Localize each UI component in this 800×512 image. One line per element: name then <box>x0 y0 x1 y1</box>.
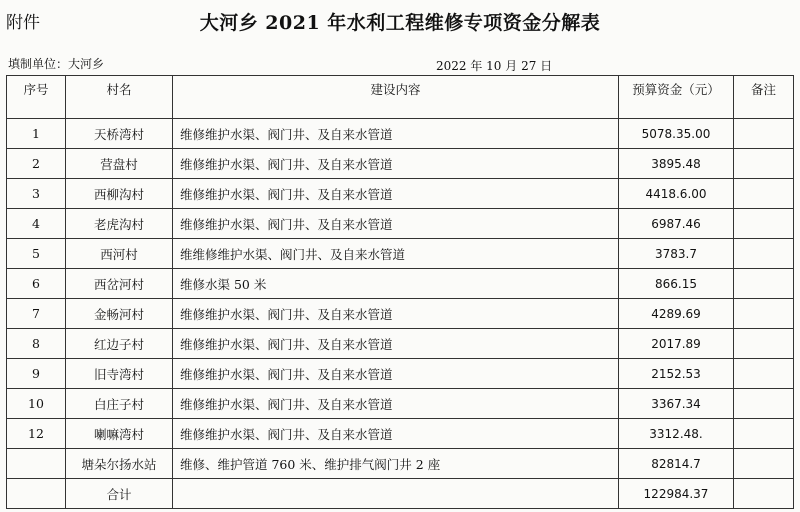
table-header-row <box>7 76 794 119</box>
cell-content: 维修维护水渠、阀门井、及自来水管道 <box>173 119 619 149</box>
col-header-no: 序号 <box>7 76 66 119</box>
cell-no: 9 <box>7 359 66 389</box>
cell-amount: 3895.48 <box>619 149 734 179</box>
cell-content: 维修维护水渠、阀门井、及自来水管道 <box>173 209 619 239</box>
cell-village: 喇嘛湾村 <box>66 419 173 449</box>
cell-village: 天桥湾村 <box>66 119 173 149</box>
cell-content: 维修维护水渠、阀门井、及自来水管道 <box>173 419 619 449</box>
table-row <box>7 119 794 149</box>
table-row <box>7 239 794 269</box>
table-row <box>7 269 794 299</box>
cell-content <box>173 479 619 509</box>
cell-amount: 82814.7 <box>619 449 734 479</box>
cell-no: 12 <box>7 419 66 449</box>
cell-amount: 2152.53 <box>619 359 734 389</box>
cell-amount: 4289.69 <box>619 299 734 329</box>
cell-amount: 3312.48. <box>619 419 734 449</box>
table-row <box>7 419 794 449</box>
table-row <box>7 359 794 389</box>
document-date: 2022 年 10 月 27 日 <box>436 59 553 73</box>
cell-village: 西河村 <box>66 239 173 269</box>
table-row <box>7 299 794 329</box>
cell-no <box>7 449 66 479</box>
table-row <box>7 179 794 209</box>
cell-remark <box>734 359 794 389</box>
table-row <box>7 449 794 479</box>
cell-no: 5 <box>7 239 66 269</box>
cell-no: 1 <box>7 119 66 149</box>
cell-no: 2 <box>7 149 66 179</box>
cell-remark <box>734 119 794 149</box>
cell-remark <box>734 449 794 479</box>
cell-amount: 866.15 <box>619 269 734 299</box>
cell-no <box>7 479 66 509</box>
cell-no: 10 <box>7 389 66 419</box>
cell-village: 金畅河村 <box>66 299 173 329</box>
cell-no: 7 <box>7 299 66 329</box>
attachment-label: 附件 <box>6 13 40 33</box>
col-header-village: 村名 <box>66 76 173 119</box>
cell-no: 4 <box>7 209 66 239</box>
cell-remark <box>734 479 794 509</box>
table-row <box>7 389 794 419</box>
cell-amount: 2017.89 <box>619 329 734 359</box>
cell-remark <box>734 329 794 359</box>
cell-village: 塘朵尔扬水站 <box>66 449 173 479</box>
cell-content: 维维修维护水渠、阀门井、及自来水管道 <box>173 239 619 269</box>
cell-village: 老虎沟村 <box>66 209 173 239</box>
cell-village: 旧寺湾村 <box>66 359 173 389</box>
cell-remark <box>734 239 794 269</box>
cell-amount: 6987.46 <box>619 209 734 239</box>
cell-remark <box>734 299 794 329</box>
col-header-content: 建设内容 <box>173 76 619 119</box>
cell-amount: 5078.35.00 <box>619 119 734 149</box>
allocation-table <box>6 75 794 509</box>
cell-amount: 3367.34 <box>619 389 734 419</box>
cell-remark <box>734 209 794 239</box>
cell-amount: 3783.7 <box>619 239 734 269</box>
cell-content: 维修、维护管道 760 米、维护排气阀门井 2 座 <box>173 449 619 479</box>
cell-content: 维修维护水渠、阀门井、及自来水管道 <box>173 329 619 359</box>
cell-village: 营盘村 <box>66 149 173 179</box>
col-header-remark: 备注 <box>734 76 794 119</box>
cell-total-amount: 122984.37 <box>619 479 734 509</box>
cell-amount: 4418.6.00 <box>619 179 734 209</box>
cell-content: 维修维护水渠、阀门井、及自来水管道 <box>173 179 619 209</box>
table-row <box>7 149 794 179</box>
cell-remark <box>734 419 794 449</box>
filling-unit: 填制单位：大河乡 <box>8 57 105 71</box>
col-header-amount: 预算资金（元） <box>619 76 734 119</box>
cell-content: 维修维护水渠、阀门井、及自来水管道 <box>173 149 619 179</box>
cell-village: 白庄子村 <box>66 389 173 419</box>
table-row <box>7 209 794 239</box>
cell-remark <box>734 149 794 179</box>
cell-village: 西岔河村 <box>66 269 173 299</box>
document-title: 大河乡 2021 年水利工程维修专项资金分解表 <box>199 12 601 34</box>
cell-total-label: 合计 <box>66 479 173 509</box>
table-total-row <box>7 479 794 509</box>
cell-remark <box>734 179 794 209</box>
cell-village: 红边子村 <box>66 329 173 359</box>
cell-content: 维修维护水渠、阀门井、及自来水管道 <box>173 389 619 419</box>
cell-village: 西柳沟村 <box>66 179 173 209</box>
table-row <box>7 329 794 359</box>
cell-content: 维修水渠 50 米 <box>173 269 619 299</box>
cell-no: 6 <box>7 269 66 299</box>
cell-content: 维修维护水渠、阀门井、及自来水管道 <box>173 299 619 329</box>
cell-remark <box>734 389 794 419</box>
cell-remark <box>734 269 794 299</box>
cell-no: 3 <box>7 179 66 209</box>
cell-no: 8 <box>7 329 66 359</box>
cell-content: 维修维护水渠、阀门井、及自来水管道 <box>173 359 619 389</box>
